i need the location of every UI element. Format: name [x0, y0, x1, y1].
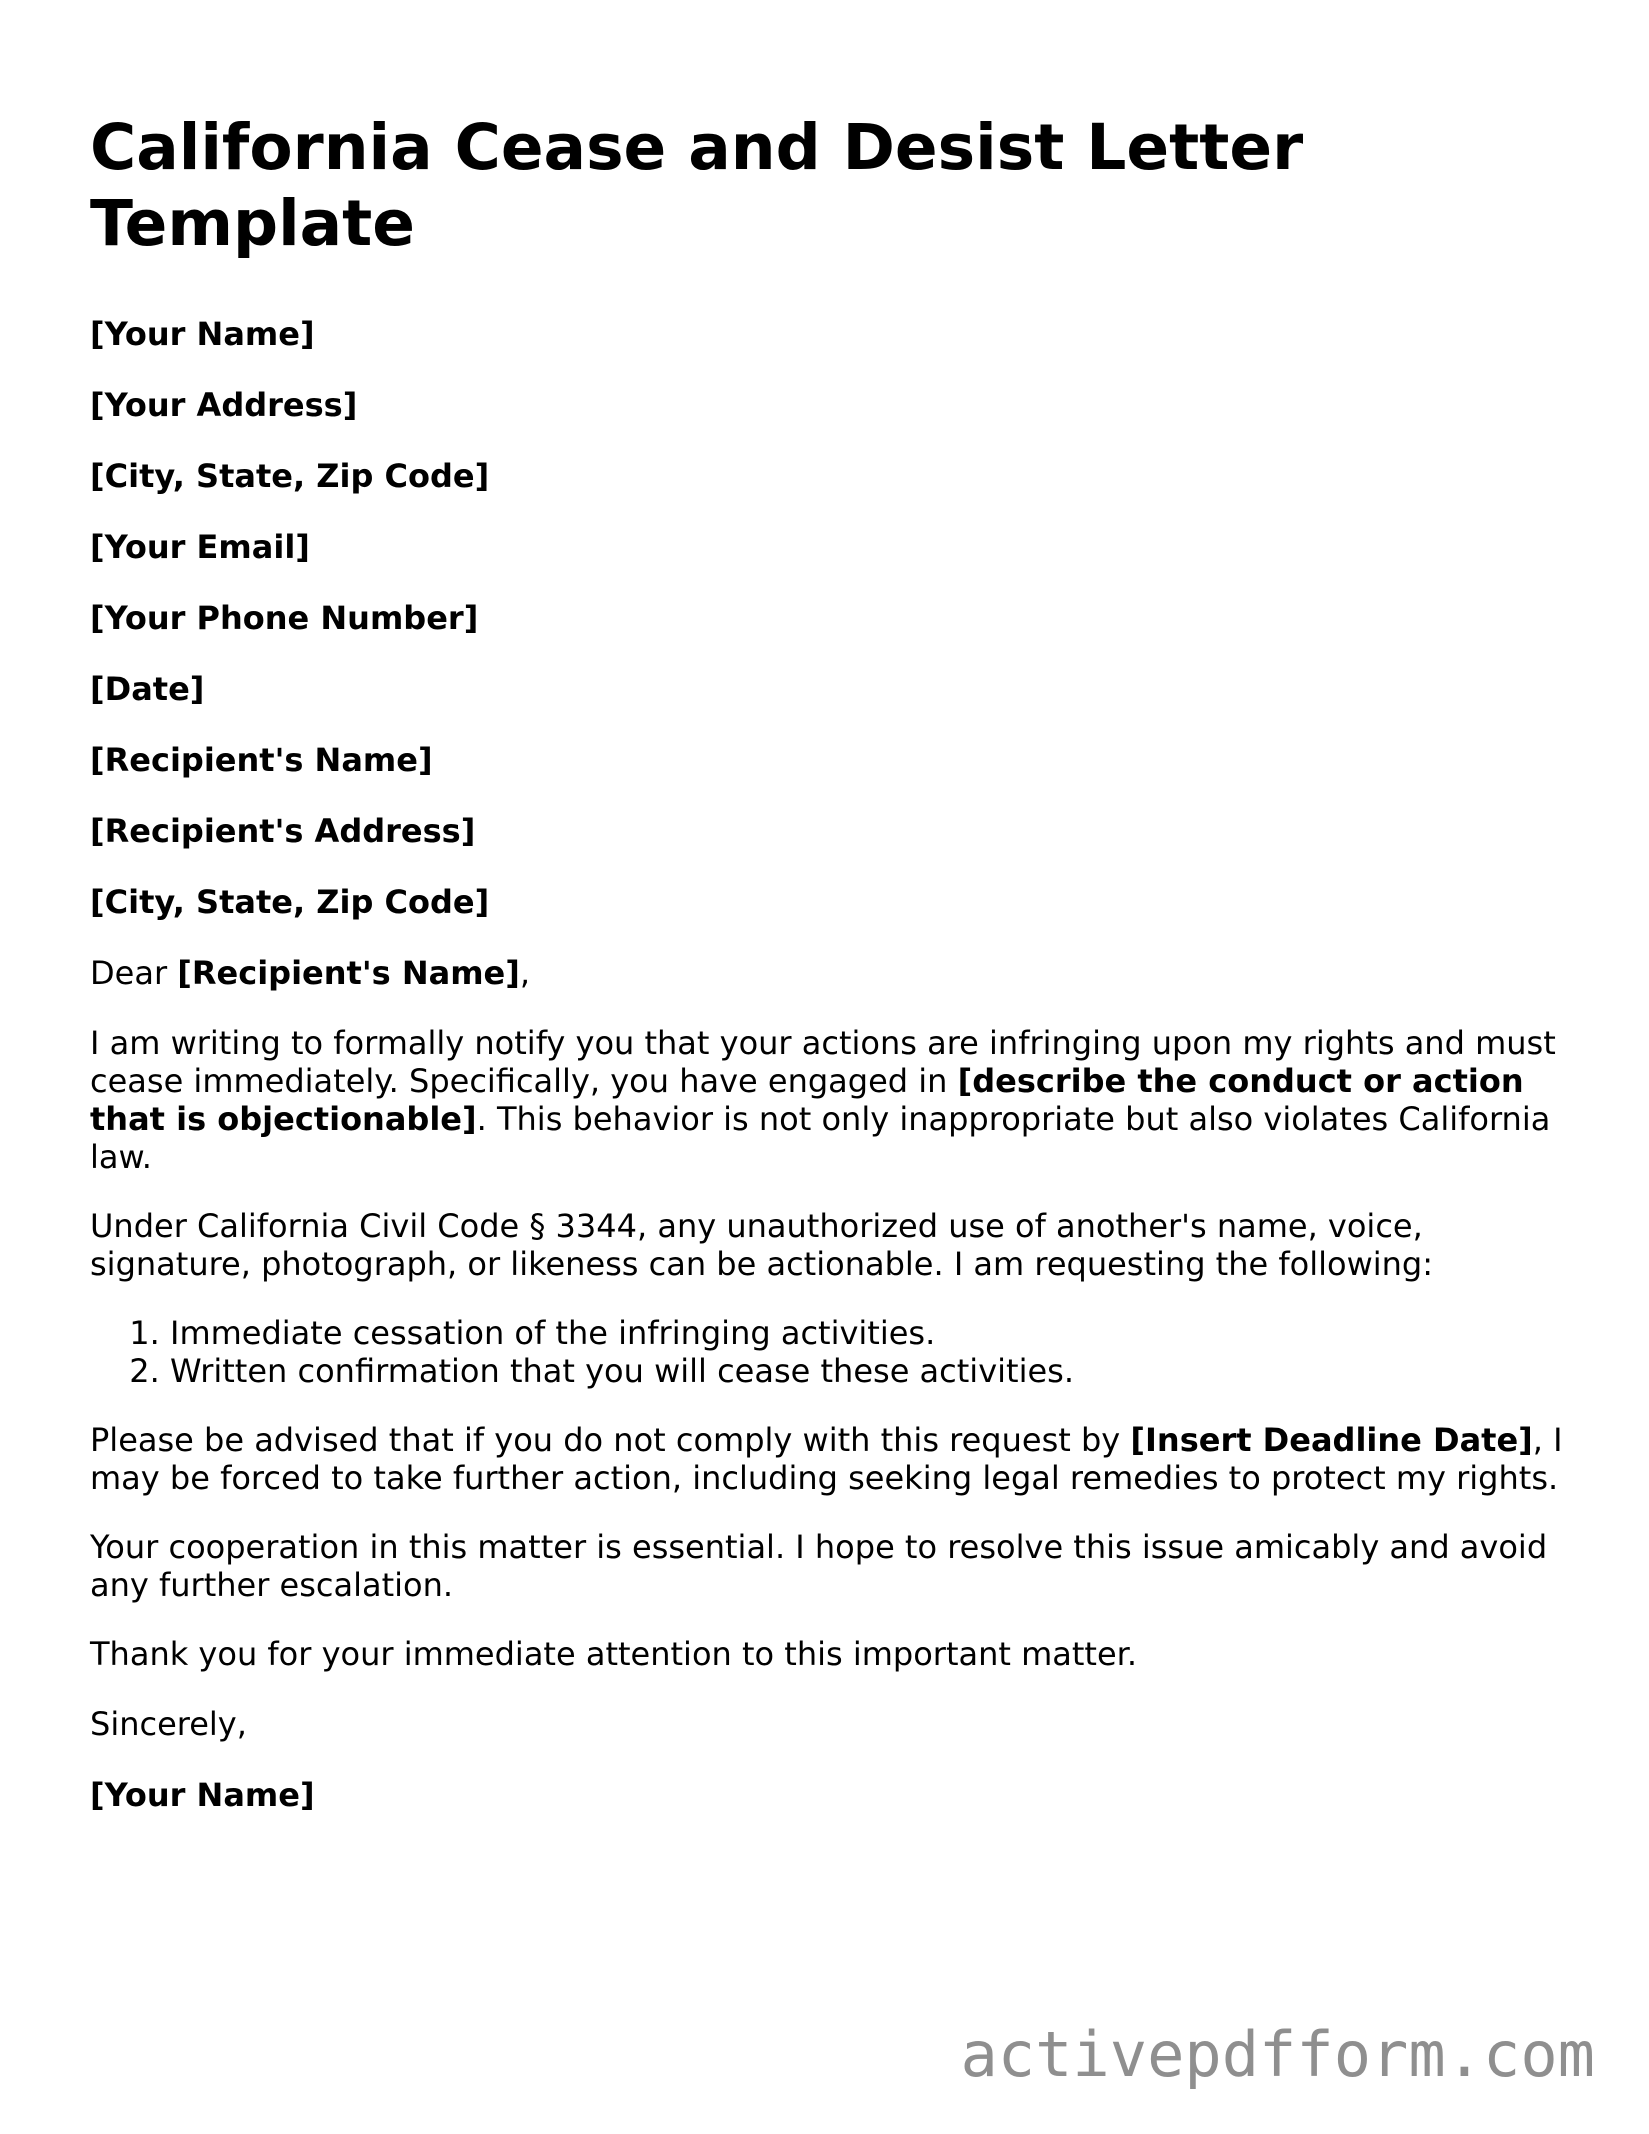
paragraph1-part2: . This behavior is not only inappropriate but also violates California law. [90, 1100, 1551, 1176]
page-title: California Cease and Desist Letter Template [90, 111, 1304, 260]
paragraph-cooperation: Your cooperation in this matter is essential. I hope to resolve this issue amicably and avoid any further escalation. [90, 1528, 1548, 1604]
salutation-name: [Recipient's Name] [177, 954, 520, 992]
sender-phone: [Your Phone Number] [90, 599, 479, 637]
signature-name: [Your Name] [90, 1776, 315, 1814]
sender-city-state-zip: [City, State, Zip Code] [90, 457, 490, 495]
salutation-suffix: , [519, 954, 531, 992]
recipient-name: [Recipient's Name] [90, 741, 433, 779]
paragraph3-part1: Please be advised that if you do not comply with this request by [90, 1421, 1131, 1459]
recipient-city-state-zip: [City, State, Zip Code] [90, 883, 490, 921]
letter-date: [Date] [90, 670, 205, 708]
list-item: 2. Written confirmation that you will cease these activities. [170, 1352, 1570, 1390]
paragraph3-part2: , I may be forced to take further action, including seeking legal remedies to protect my rights. [90, 1421, 1563, 1497]
salutation-prefix: Dear [90, 954, 178, 992]
sender-name: [Your Name] [90, 315, 315, 353]
list-item: 1. Immediate cessation of the infringing activities. [170, 1314, 1570, 1352]
paragraph-civil-code: Under California Civil Code § 3344, any unauthorized use of another's name, voice, signature, photograph, or likeness can be actionable. I am requesting the following: [90, 1207, 1433, 1283]
sender-address: [Your Address] [90, 386, 358, 424]
letter-page [90, 110, 1570, 1846]
closing: Sincerely, [90, 1705, 247, 1743]
paragraph-thanks: Thank you for your immediate attention to this important matter. [90, 1635, 1138, 1673]
paragraph1-conduct-placeholder: [describe the conduct or action that is objectionable] [90, 1062, 1524, 1138]
salutation [90, 953, 1570, 993]
recipient-address: [Recipient's Address] [90, 812, 476, 850]
paragraph-notification [90, 1024, 1570, 1176]
sender-email: [Your Email] [90, 528, 310, 566]
watermark: activepdfform.com [960, 2018, 1595, 2091]
paragraph1-part1: I am writing to formally notify you that your actions are infringing upon my rights and must cease immediately. Specifically, you have engaged in [90, 1024, 1556, 1100]
requests-list [90, 1314, 1570, 1390]
paragraph-deadline [90, 1421, 1570, 1497]
deadline-placeholder: [Insert Deadline Date] [1130, 1421, 1533, 1459]
